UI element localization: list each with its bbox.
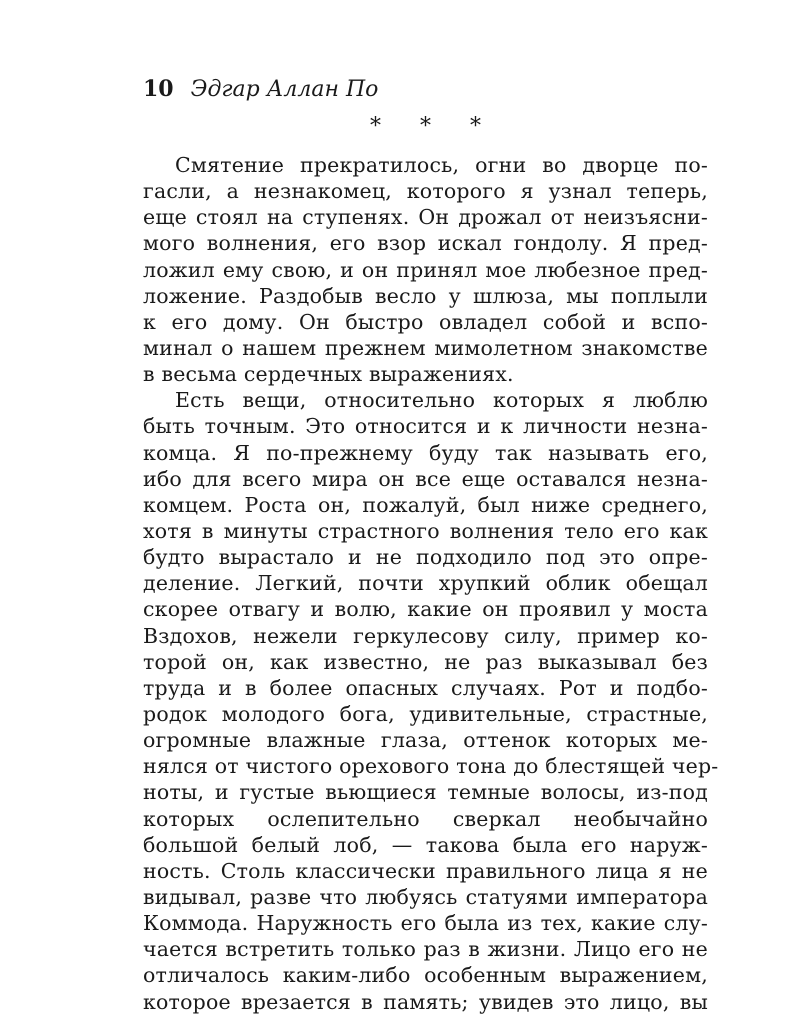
text-line: торой он, как известно, не раз выказывал без (143, 649, 708, 674)
text-line: отличалось каким-либо особенным выражением, (143, 963, 708, 988)
paragraph-2 (143, 387, 719, 1014)
text-line: ность. Столь классически правильного лица я не (143, 858, 708, 883)
text-line: труда и в более опасных случаях. Рот и подбо- (143, 675, 708, 700)
text-line: которое врезается в память; увидев это лицо, вы (143, 989, 708, 1014)
text-line: ложил ему свою, и он принял мое любезное пред- (143, 257, 708, 282)
text-line: родок молодого бога, удивительные, страстные, (143, 701, 708, 726)
page-number: 10 (143, 76, 174, 102)
text-line: будто вырастало и не подходило под это опре- (143, 545, 708, 570)
text-line: в весьма сердечных выражениях. (143, 362, 514, 387)
text-line: чается встретить только раз в жизни. Лицо его не (143, 937, 708, 962)
text-line: деление. Легкий, почти хрупкий облик обещал (143, 571, 708, 596)
text-line: Есть вещи, относительно которых я люблю (175, 388, 708, 413)
book-page (143, 72, 719, 1015)
text-line: мого волнения, его взор искал гондолу. Я пред- (143, 231, 708, 256)
running-title: Эдгар Аллан По (190, 77, 379, 102)
paragraph-1 (143, 152, 708, 387)
section-separator: * * * (370, 114, 497, 139)
text-line: ноты, и густые вьющиеся темные волосы, из-под (143, 780, 708, 805)
text-line: еще стоял на ступенях. Он дрожал от неизъясни- (143, 205, 708, 230)
text-line: Коммода. Наружность его была из тех, какие слу- (143, 911, 708, 936)
text-line: хотя в минуты страстного волнения тело его как (143, 518, 708, 543)
text-line: минал о нашем прежнем мимолетном знакомстве (143, 335, 708, 360)
page-header (143, 72, 708, 106)
body-text (143, 152, 719, 1015)
text-line: Смятение прекратилось, огни во дворце по- (175, 153, 708, 177)
text-line: комцем. Роста он, пожалуй, был ниже среднего, (143, 492, 708, 517)
text-line: ложение. Раздобыв весло у шлюза, мы поплыли (143, 283, 708, 308)
text-line: нялся от чистого орехового тона до блестящей чер- (143, 754, 719, 779)
text-line: ибо для всего мира он все еще оставался незна- (143, 466, 708, 491)
text-line: комца. Я по-прежнему буду так называть его, (143, 440, 708, 465)
text-line: которых ослепительно сверкал необычайно (143, 806, 708, 831)
text-line: гасли, а незнакомец, которого я узнал теперь, (143, 179, 708, 204)
text-line: большой белый лоб, — такова была его наруж- (143, 832, 708, 857)
text-line: к его дому. Он быстро овладел собой и вспо- (143, 309, 708, 334)
text-line: скорее отвагу и волю, какие он проявил у моста (143, 597, 708, 622)
text-line: Вздохов, нежели геркулесову силу, пример ко- (143, 623, 708, 648)
text-line: видывал, разве что любуясь статуями императора (143, 884, 708, 909)
text-line: огромные влажные глаза, оттенок которых ме- (143, 728, 708, 753)
text-line: быть точным. Это относится и к личности незна- (143, 414, 708, 439)
